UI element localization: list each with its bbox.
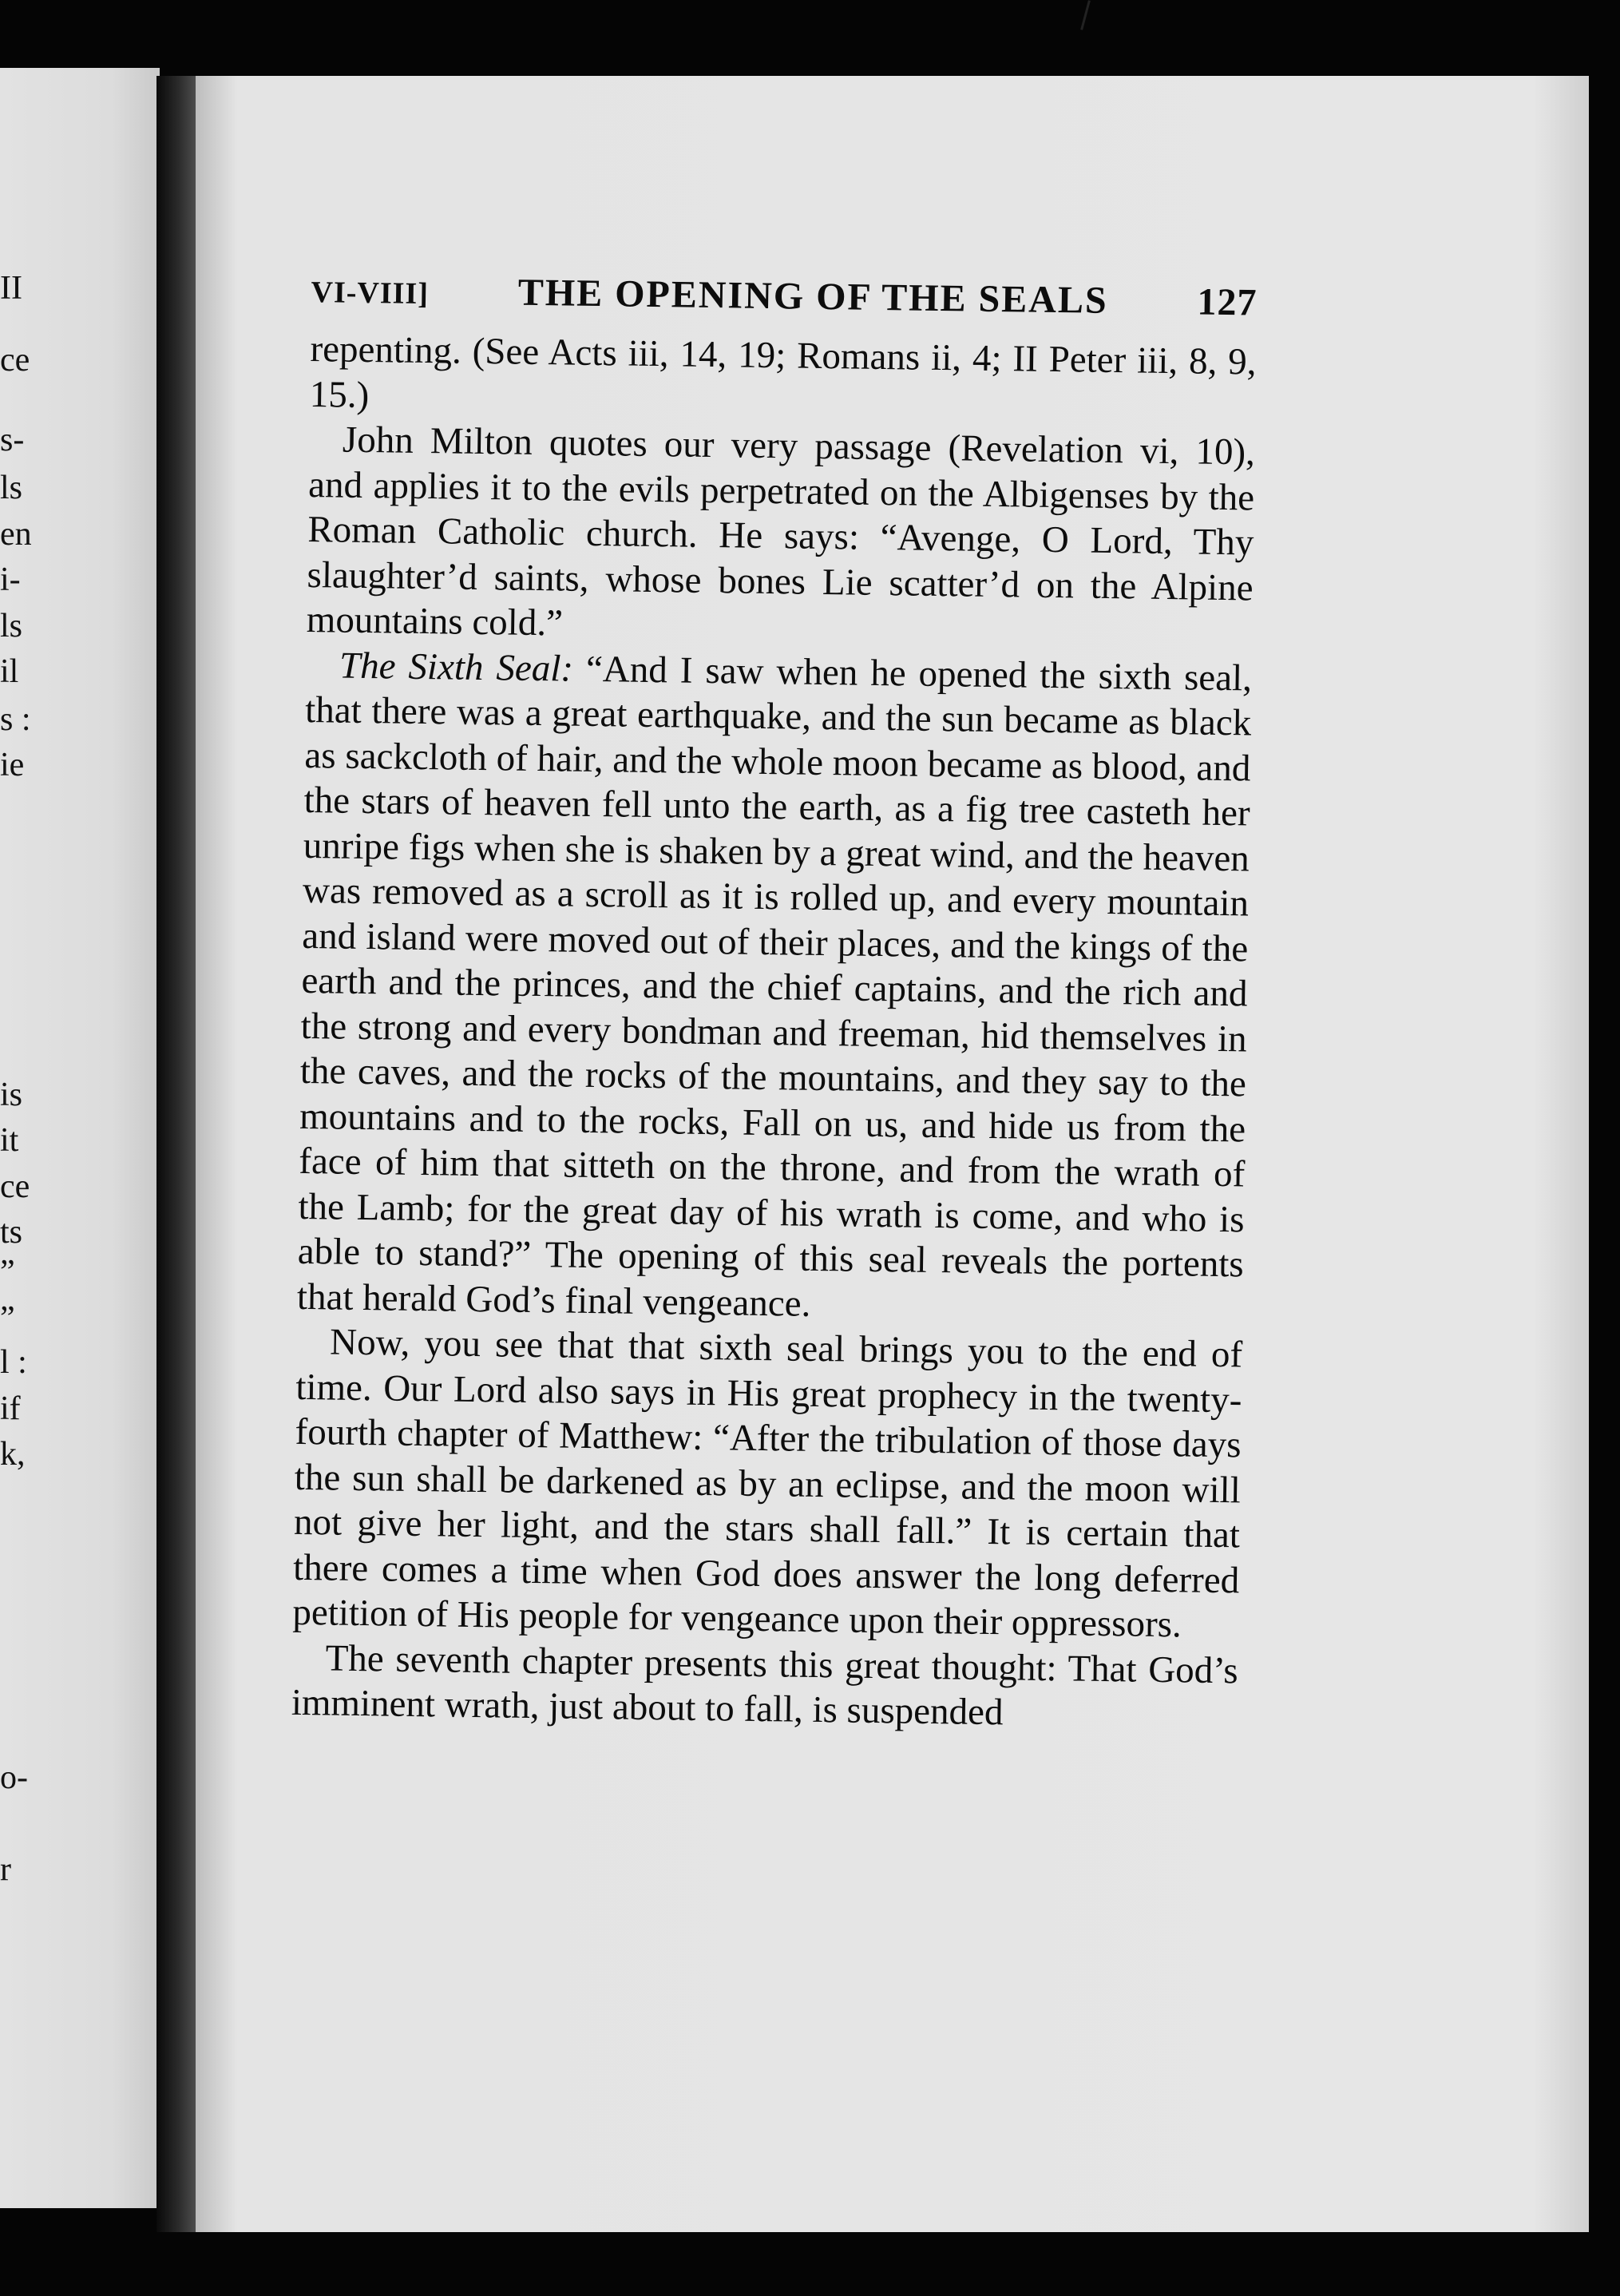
paragraph [306, 417, 1255, 656]
left-fragment: s : [0, 701, 31, 738]
left-fragment: ce [0, 342, 30, 379]
left-fragment: II [0, 270, 22, 307]
body-text [291, 327, 1257, 1739]
left-fragment: if [0, 1390, 21, 1427]
book-gutter-shadow [156, 76, 200, 2232]
left-fragment: it [0, 1122, 19, 1159]
left-fragment: is [0, 1077, 23, 1113]
paragraph [292, 1319, 1242, 1648]
paragraph-text: The seventh chapter presents this great thought: That God’s imminent wrath, just about to fall, is suspended [291, 1636, 1238, 1734]
left-fragment: l : [0, 1344, 27, 1381]
paragraph-text: repenting. (See Acts iii, 14, 19; Romans ii, 4; II Peter iii, 8, 9, 15.) [309, 327, 1257, 416]
paragraph [297, 642, 1253, 1332]
left-fragment: ls [0, 470, 23, 506]
section-range: VI-VIII] [311, 275, 430, 311]
left-fragment: ls [0, 608, 23, 644]
left-fragment: ce [0, 1168, 30, 1205]
left-fragment: ts [0, 1214, 23, 1251]
scan-mark [1080, 0, 1091, 30]
left-facing-page [0, 68, 160, 2208]
left-fragment: i- [0, 561, 21, 598]
paragraph-text: Now, you see that that sixth seal brings you to the end of time. Our Lord also says in His great prophecy in the twenty-fourth chapter of Matthew: “After the tribulation of those days the sun shall be darkened as by an eclipse, and the moon will not give her light, and the stars shall fall.” It is certain that there comes a time when God does answer the long deferred petition of His people for vengeance upon their oppressors. [292, 1321, 1243, 1646]
left-fragment: ” [0, 1254, 15, 1291]
left-fragment: en [0, 516, 32, 553]
page-title: THE OPENING OF THE SEALS [517, 271, 1108, 322]
right-page [196, 76, 1589, 2232]
left-fragment: o- [0, 1759, 28, 1796]
left-fragment: il [0, 653, 19, 690]
left-page-text-fragments [0, 68, 160, 2208]
paragraph [309, 327, 1256, 430]
paragraph [291, 1635, 1238, 1739]
left-fragment: s- [0, 422, 25, 458]
left-fragment: ie [0, 747, 25, 783]
page-number: 127 [1197, 280, 1258, 324]
left-fragment: ” [0, 1300, 15, 1337]
paragraph-text: “And I saw when he opened the sixth seal, that there was a great earthquake, and the sun became as black as sackcloth of hair, and the whole moon became as blood, and the stars of heaven fell unto the earth, as a fig tree casteth her unripe figs when she is shaken by a great wind, and the heaven was removed as a scroll as it is rolled up, and every mountain and island were moved out of their places, and the kings of the earth and the princes, and the chief captains, and the rich and the strong and every bondman and freeman, hid themselves in the caves, and the rocks of the mountains, and they say to the mountains and to the rocks, Fall on us, and hide us from the face of him that sitteth on the throne, and from the wrath of the Lamb; for the great day of his wrath is come, and who is able to stand?” The opening of this seal reveals the portents that herald God’s final vengeance. [296, 648, 1253, 1325]
paragraph-text: John Milton quotes our very passage (Revelation vi, 10), and applies it to the evils perpetrated on the Albigenses by the Roman Catholic church. He says: “Avenge, O Lord, Thy slaughter’d saints, whose bones Lie scatter’d on the Alpine mountains cold.” [306, 418, 1256, 644]
page-content [291, 268, 1258, 1739]
section-lead: The Sixth Seal: [339, 644, 574, 690]
running-head [311, 268, 1258, 337]
left-fragment: k, [0, 1436, 26, 1473]
left-fragment: r [0, 1851, 11, 1888]
